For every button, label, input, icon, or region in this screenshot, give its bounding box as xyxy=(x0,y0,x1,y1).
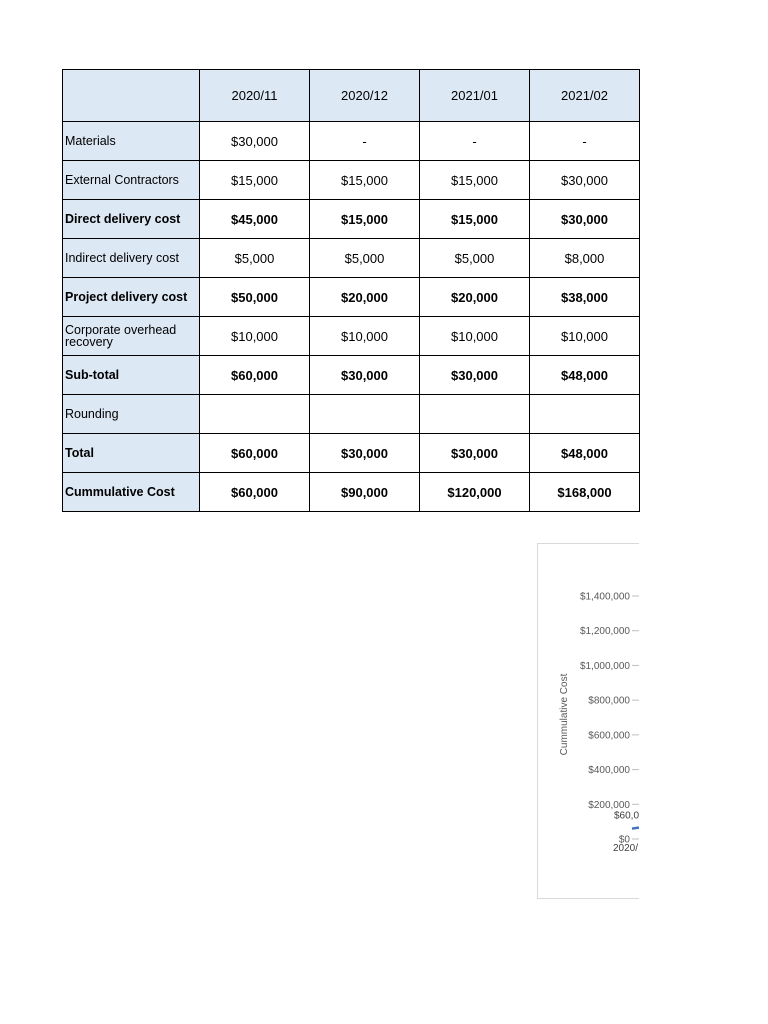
row-label: Rounding xyxy=(63,395,200,434)
table-cell: $168,000 xyxy=(530,473,640,512)
cost-table xyxy=(62,69,640,512)
table-cell: $45,000 xyxy=(200,200,310,239)
y-tick-label: $1,400,000 xyxy=(579,591,630,603)
table-cell: $15,000 xyxy=(310,161,420,200)
y-tick-label: $400,000 xyxy=(588,765,630,777)
table-cell: $20,000 xyxy=(420,278,530,317)
table-cell: $30,000 xyxy=(310,434,420,473)
table-cell: $5,000 xyxy=(200,239,310,278)
table-cell: $60,000 xyxy=(200,473,310,512)
table-cell: $30,000 xyxy=(420,356,530,395)
table-cell: $5,000 xyxy=(420,239,530,278)
series-line-point xyxy=(632,828,639,829)
row-label: Total xyxy=(63,434,200,473)
y-tick-label: $800,000 xyxy=(588,695,630,707)
y-tick-label: $600,000 xyxy=(588,730,630,742)
table-cell: $15,000 xyxy=(310,200,420,239)
row-label: Corporate overhead recovery xyxy=(63,317,200,356)
table-row xyxy=(63,317,640,356)
table-cell: $10,000 xyxy=(200,317,310,356)
table-cell: $48,000 xyxy=(530,434,640,473)
table-cell: $5,000 xyxy=(310,239,420,278)
table-cell: - xyxy=(310,122,420,161)
row-label: Materials xyxy=(63,122,200,161)
column-header: 2021/01 xyxy=(420,70,530,122)
y-tick-label: $200,000 xyxy=(588,799,630,811)
table-cell: $120,000 xyxy=(420,473,530,512)
table-cell: $30,000 xyxy=(530,200,640,239)
row-label: Direct delivery cost xyxy=(63,200,200,239)
table-cell: $48,000 xyxy=(530,356,640,395)
table-cell: $60,000 xyxy=(200,356,310,395)
row-label: Indirect delivery cost xyxy=(63,239,200,278)
table-cell: $60,000 xyxy=(200,434,310,473)
table-row xyxy=(63,473,640,512)
column-header: 2021/02 xyxy=(530,70,640,122)
x-tick-label: 2020/ xyxy=(613,843,639,854)
row-label: Project delivery cost xyxy=(63,278,200,317)
table-cell xyxy=(530,395,640,434)
row-label: Cummulative Cost xyxy=(63,473,200,512)
table-cell: $30,000 xyxy=(420,434,530,473)
table-cell: - xyxy=(420,122,530,161)
table-cell: $20,000 xyxy=(310,278,420,317)
table-cell: - xyxy=(530,122,640,161)
table-row xyxy=(63,356,640,395)
table-row xyxy=(63,239,640,278)
cumulative-cost-chart xyxy=(537,543,639,899)
table-cell: $15,000 xyxy=(200,161,310,200)
table-cell: $10,000 xyxy=(530,317,640,356)
table-row xyxy=(63,161,640,200)
table-cell xyxy=(420,395,530,434)
table-cell: $8,000 xyxy=(530,239,640,278)
y-tick-label: $1,000,000 xyxy=(579,660,630,672)
table-cell xyxy=(200,395,310,434)
column-header: 2020/12 xyxy=(310,70,420,122)
table-cell: $30,000 xyxy=(310,356,420,395)
table-cell: $30,000 xyxy=(530,161,640,200)
table-cell: $30,000 xyxy=(200,122,310,161)
chart-svg xyxy=(538,544,639,898)
table-row xyxy=(63,395,640,434)
table-row xyxy=(63,122,640,161)
row-label: External Contractors xyxy=(63,161,200,200)
row-label: Sub-total xyxy=(63,356,200,395)
header-corner xyxy=(63,70,200,122)
table-cell: $38,000 xyxy=(530,278,640,317)
y-tick-label: $0 xyxy=(618,834,630,846)
table-cell: $50,000 xyxy=(200,278,310,317)
column-header: 2020/11 xyxy=(200,70,310,122)
table-cell: $10,000 xyxy=(310,317,420,356)
table-row xyxy=(63,200,640,239)
header-row xyxy=(63,70,640,122)
table-cell: $10,000 xyxy=(420,317,530,356)
table-cell: $15,000 xyxy=(420,200,530,239)
table-cell: $15,000 xyxy=(420,161,530,200)
table-row xyxy=(63,278,640,317)
y-axis-title: Cummulative Cost xyxy=(559,673,570,756)
table-cell: $90,000 xyxy=(310,473,420,512)
y-tick-label: $1,200,000 xyxy=(579,626,630,638)
table-row xyxy=(63,434,640,473)
table-cell xyxy=(310,395,420,434)
data-label: $60,0 xyxy=(614,810,639,822)
